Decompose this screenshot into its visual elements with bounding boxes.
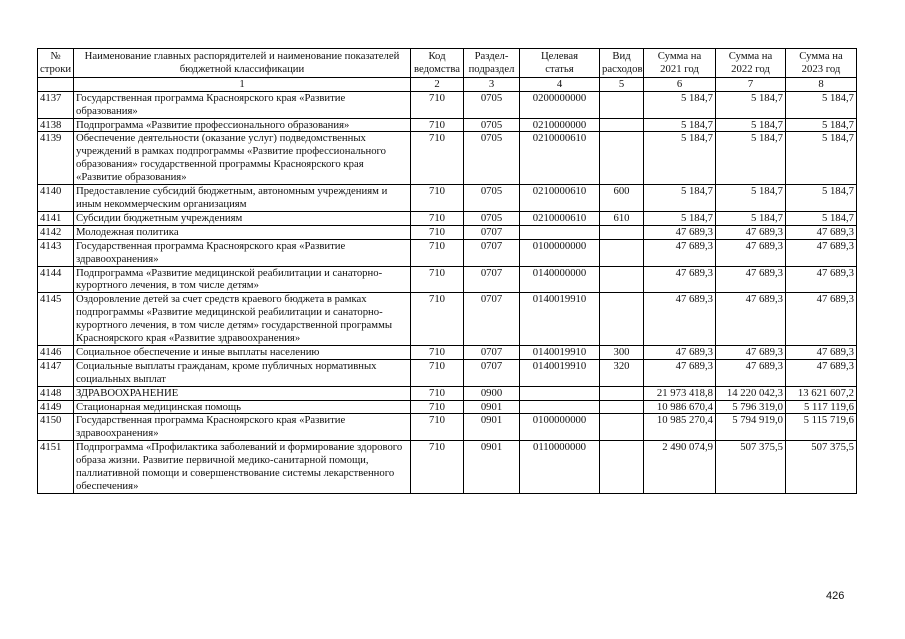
row-number: 4141 <box>38 211 74 225</box>
target-code <box>520 386 600 400</box>
row-name-line: ЗДРАВООХРАНЕНИЕ <box>76 386 179 399</box>
sum-2022: 47 689,3 <box>716 239 786 266</box>
column-number: 1 <box>74 77 411 91</box>
row-name-line: учреждений в рамках подпрограммы «Развитие профессионального <box>76 145 387 158</box>
header-line: Сумма на <box>728 50 773 62</box>
section-code: 0901 <box>464 414 520 441</box>
section-code: 0707 <box>464 293 520 346</box>
sum-2022: 5 184,7 <box>716 185 786 212</box>
sum-2021: 5 184,7 <box>644 132 716 185</box>
sum-2022: 507 375,5 <box>716 441 786 494</box>
header-line: подраздел <box>468 62 515 75</box>
table-row <box>38 359 857 386</box>
table-row <box>38 132 857 185</box>
dept-code: 710 <box>411 225 464 239</box>
row-name-line: Субсидии бюджетным учреждениям <box>76 211 243 224</box>
row-name <box>74 266 411 293</box>
target-code: 0100000000 <box>520 414 600 441</box>
column-number: 3 <box>464 77 520 91</box>
row-number: 4143 <box>38 239 74 266</box>
row-name-line: образа жизни. Развитие первичной медико-санитарной помощи, <box>76 454 369 467</box>
table-row <box>38 185 857 212</box>
sum-2023: 5 184,7 <box>786 118 857 132</box>
row-number: 4138 <box>38 118 74 132</box>
dept-code: 710 <box>411 414 464 441</box>
dept-code: 710 <box>411 441 464 494</box>
row-number: 4146 <box>38 345 74 359</box>
row-name-line: Социальные выплаты гражданам, кроме публичных нормативных <box>76 359 377 372</box>
row-name-line: курортного лечения, в том числе детям» государственной программы <box>76 319 393 332</box>
row-name-line: Государственная программа Красноярского края «Развитие <box>76 91 346 104</box>
row-name-line: курортного лечения, в том числе детям» <box>76 279 259 292</box>
expense-type: 610 <box>600 211 644 225</box>
row-name-line: обеспечения» <box>76 480 139 492</box>
row-name <box>74 400 411 414</box>
row-name-line: Подпрограмма «Развитие медицинской реабилитации и санаторно- <box>76 266 383 279</box>
target-code: 0210000610 <box>520 132 600 185</box>
page-number: 426 <box>826 590 845 602</box>
row-name-line: Подпрограмма «Развитие профессионального образования» <box>76 118 350 131</box>
row-name-line: Подпрограмма «Профилактика заболеваний и формирование здорового <box>76 441 403 454</box>
budget-table <box>37 48 857 494</box>
row-name-line: Государственная программа Красноярского края «Развитие <box>76 414 346 427</box>
row-number: 4147 <box>38 359 74 386</box>
row-name-line: Предоставление субсидий бюджетным, автономным учреждениям и <box>76 185 388 198</box>
row-name-line: иным некоммерческим организациям <box>76 197 247 210</box>
table-row <box>38 118 857 132</box>
sum-2021: 47 689,3 <box>644 266 716 293</box>
column-number-row <box>38 77 857 91</box>
table-row <box>38 225 857 239</box>
sum-2023: 507 375,5 <box>786 441 857 494</box>
row-name-line: Социальное обеспечение и иные выплаты населению <box>76 345 320 358</box>
row-name-line: здравоохранения» <box>76 252 159 265</box>
row-name <box>74 185 411 212</box>
row-name-line: Красноярского края «Развитие здравоохранения» <box>76 332 301 345</box>
sum-2021: 47 689,3 <box>644 239 716 266</box>
expense-type <box>600 118 644 132</box>
sum-2021: 5 184,7 <box>644 91 716 118</box>
sum-2021: 5 184,7 <box>644 185 716 212</box>
header-line: Наименование главных распорядителей и наименование показателей <box>84 50 400 62</box>
row-name <box>74 211 411 225</box>
sum-2022: 5 184,7 <box>716 132 786 185</box>
column-number: 6 <box>644 77 716 91</box>
header-line: строки <box>40 62 72 75</box>
section-code: 0705 <box>464 91 520 118</box>
header-line: Вид <box>612 50 631 62</box>
row-name-line: Оздоровление детей за счет средств краевого бюджета в рамках <box>76 293 367 306</box>
row-number: 4139 <box>38 132 74 185</box>
dept-code: 710 <box>411 239 464 266</box>
header-expense-type <box>600 49 644 78</box>
row-name <box>74 359 411 386</box>
header-line: статья <box>545 62 574 75</box>
table-row <box>38 293 857 346</box>
expense-type <box>600 400 644 414</box>
sum-2022: 47 689,3 <box>716 359 786 386</box>
row-number: 4142 <box>38 225 74 239</box>
section-code: 0705 <box>464 132 520 185</box>
sum-2022: 47 689,3 <box>716 293 786 346</box>
sum-2021: 10 985 270,4 <box>644 414 716 441</box>
header-row-number <box>38 49 74 78</box>
row-number: 4137 <box>38 91 74 118</box>
table-row <box>38 414 857 441</box>
header-line: Сумма на <box>799 50 843 62</box>
target-code: 0140019910 <box>520 359 600 386</box>
target-code: 0110000000 <box>520 441 600 494</box>
header-line: № <box>50 50 61 62</box>
table-row <box>38 266 857 293</box>
table-row <box>38 345 857 359</box>
row-number: 4151 <box>38 441 74 494</box>
target-code: 0140019910 <box>520 293 600 346</box>
section-code: 0705 <box>464 118 520 132</box>
row-name <box>74 118 411 132</box>
section-code: 0707 <box>464 359 520 386</box>
dept-code: 710 <box>411 293 464 346</box>
section-code: 0707 <box>464 225 520 239</box>
header-row <box>38 49 857 78</box>
sum-2023: 47 689,3 <box>786 225 857 239</box>
target-code: 0140000000 <box>520 266 600 293</box>
column-number: 2 <box>411 77 464 91</box>
target-code: 0140019910 <box>520 345 600 359</box>
row-name-line: социальных выплат <box>76 372 166 385</box>
dept-code: 710 <box>411 266 464 293</box>
row-name-line: «Развитие образования» <box>76 171 187 184</box>
header-name <box>74 49 411 78</box>
section-code: 0900 <box>464 386 520 400</box>
section-code: 0705 <box>464 185 520 212</box>
section-code: 0707 <box>464 239 520 266</box>
dept-code: 710 <box>411 91 464 118</box>
row-name <box>74 239 411 266</box>
row-name-line: Обеспечение деятельности (оказание услуг) подведомственных <box>76 132 366 145</box>
expense-type: 300 <box>600 345 644 359</box>
row-name-line: Молодежная политика <box>76 225 179 238</box>
row-name-line: образования» государственной программы Красноярского края <box>76 158 364 171</box>
row-number: 4140 <box>38 185 74 212</box>
header-line: Код <box>428 50 446 62</box>
header-dept-code <box>411 49 464 78</box>
expense-type <box>600 225 644 239</box>
column-number: 7 <box>716 77 786 91</box>
header-line: ведомства <box>414 62 460 75</box>
column-number: 8 <box>786 77 857 91</box>
header-line: 2021 год <box>660 62 699 75</box>
target-code: 0210000610 <box>520 185 600 212</box>
row-name-line: подпрограммы «Развитие медицинской реабилитации и санаторно- <box>76 306 383 319</box>
section-code: 0901 <box>464 441 520 494</box>
header-line: Раздел- <box>474 50 509 62</box>
target-code: 0210000000 <box>520 118 600 132</box>
row-name <box>74 91 411 118</box>
row-name <box>74 441 411 494</box>
column-number-empty <box>38 77 74 91</box>
column-number: 5 <box>600 77 644 91</box>
expense-type <box>600 132 644 185</box>
sum-2022: 47 689,3 <box>716 345 786 359</box>
header-sum-2023 <box>786 49 857 78</box>
sum-2021: 10 986 670,4 <box>644 400 716 414</box>
table-row <box>38 400 857 414</box>
sum-2022: 47 689,3 <box>716 225 786 239</box>
sum-2022: 47 689,3 <box>716 266 786 293</box>
header-target <box>520 49 600 78</box>
sum-2021: 2 490 074,9 <box>644 441 716 494</box>
sum-2023: 47 689,3 <box>786 345 857 359</box>
table-row <box>38 91 857 118</box>
expense-type <box>600 91 644 118</box>
row-name <box>74 225 411 239</box>
sum-2023: 47 689,3 <box>786 359 857 386</box>
section-code: 0707 <box>464 345 520 359</box>
sum-2023: 47 689,3 <box>786 266 857 293</box>
expense-type <box>600 414 644 441</box>
header-line: 2022 год <box>731 62 770 75</box>
header-sum-2021 <box>644 49 716 78</box>
dept-code: 710 <box>411 359 464 386</box>
row-name-line: здравоохранения» <box>76 427 159 440</box>
row-name-line: паллиативной помощи и совершенствование системы лекарственного <box>76 467 395 480</box>
row-name <box>74 293 411 346</box>
row-number: 4150 <box>38 414 74 441</box>
target-code <box>520 400 600 414</box>
row-number: 4148 <box>38 386 74 400</box>
table-row <box>38 211 857 225</box>
section-code: 0901 <box>464 400 520 414</box>
sum-2023: 5 115 719,6 <box>786 414 857 441</box>
row-number: 4144 <box>38 266 74 293</box>
header-line: Целевая <box>540 50 579 62</box>
sum-2023: 5 184,7 <box>786 91 857 118</box>
header-section <box>464 49 520 78</box>
sum-2023: 5 184,7 <box>786 211 857 225</box>
dept-code: 710 <box>411 386 464 400</box>
sum-2021: 47 689,3 <box>644 345 716 359</box>
sum-2022: 5 794 919,0 <box>716 414 786 441</box>
sum-2023: 5 184,7 <box>786 185 857 212</box>
sum-2022: 5 184,7 <box>716 118 786 132</box>
sum-2023: 47 689,3 <box>786 293 857 346</box>
row-name-line: Государственная программа Красноярского края «Развитие <box>76 239 346 252</box>
dept-code: 710 <box>411 345 464 359</box>
dept-code: 710 <box>411 185 464 212</box>
sum-2021: 5 184,7 <box>644 118 716 132</box>
section-code: 0707 <box>464 266 520 293</box>
sum-2021: 5 184,7 <box>644 211 716 225</box>
row-name <box>74 414 411 441</box>
target-code: 0210000610 <box>520 211 600 225</box>
row-name-line: Стационарная медицинская помощь <box>76 400 242 413</box>
table-row <box>38 239 857 266</box>
row-number: 4149 <box>38 400 74 414</box>
row-name <box>74 386 411 400</box>
sum-2022: 14 220 042,3 <box>716 386 786 400</box>
target-code: 0200000000 <box>520 91 600 118</box>
sum-2021: 47 689,3 <box>644 293 716 346</box>
sum-2021: 47 689,3 <box>644 359 716 386</box>
expense-type <box>600 441 644 494</box>
sum-2023: 5 117 119,6 <box>786 400 857 414</box>
row-number: 4145 <box>38 293 74 346</box>
header-line: бюджетной классификации <box>179 62 305 75</box>
expense-type: 320 <box>600 359 644 386</box>
header-line: расходов <box>602 62 643 75</box>
sum-2023: 13 621 607,2 <box>786 386 857 400</box>
header-sum-2022 <box>716 49 786 78</box>
sum-2021: 47 689,3 <box>644 225 716 239</box>
row-name <box>74 132 411 185</box>
expense-type <box>600 293 644 346</box>
sum-2022: 5 796 319,0 <box>716 400 786 414</box>
expense-type: 600 <box>600 185 644 212</box>
dept-code: 710 <box>411 400 464 414</box>
target-code <box>520 225 600 239</box>
expense-type <box>600 239 644 266</box>
table-row <box>38 441 857 494</box>
dept-code: 710 <box>411 211 464 225</box>
section-code: 0705 <box>464 211 520 225</box>
dept-code: 710 <box>411 118 464 132</box>
table-row <box>38 386 857 400</box>
row-name-line: образования» <box>76 104 138 117</box>
row-name <box>74 345 411 359</box>
header-line: Сумма на <box>657 50 702 62</box>
sum-2021: 21 973 418,8 <box>644 386 716 400</box>
sum-2022: 5 184,7 <box>716 211 786 225</box>
header-line: 2023 год <box>801 62 841 75</box>
expense-type <box>600 266 644 293</box>
expense-type <box>600 386 644 400</box>
dept-code: 710 <box>411 132 464 185</box>
sum-2023: 5 184,7 <box>786 132 857 185</box>
sum-2023: 47 689,3 <box>786 239 857 266</box>
target-code: 0100000000 <box>520 239 600 266</box>
column-number: 4 <box>520 77 600 91</box>
sum-2022: 5 184,7 <box>716 91 786 118</box>
